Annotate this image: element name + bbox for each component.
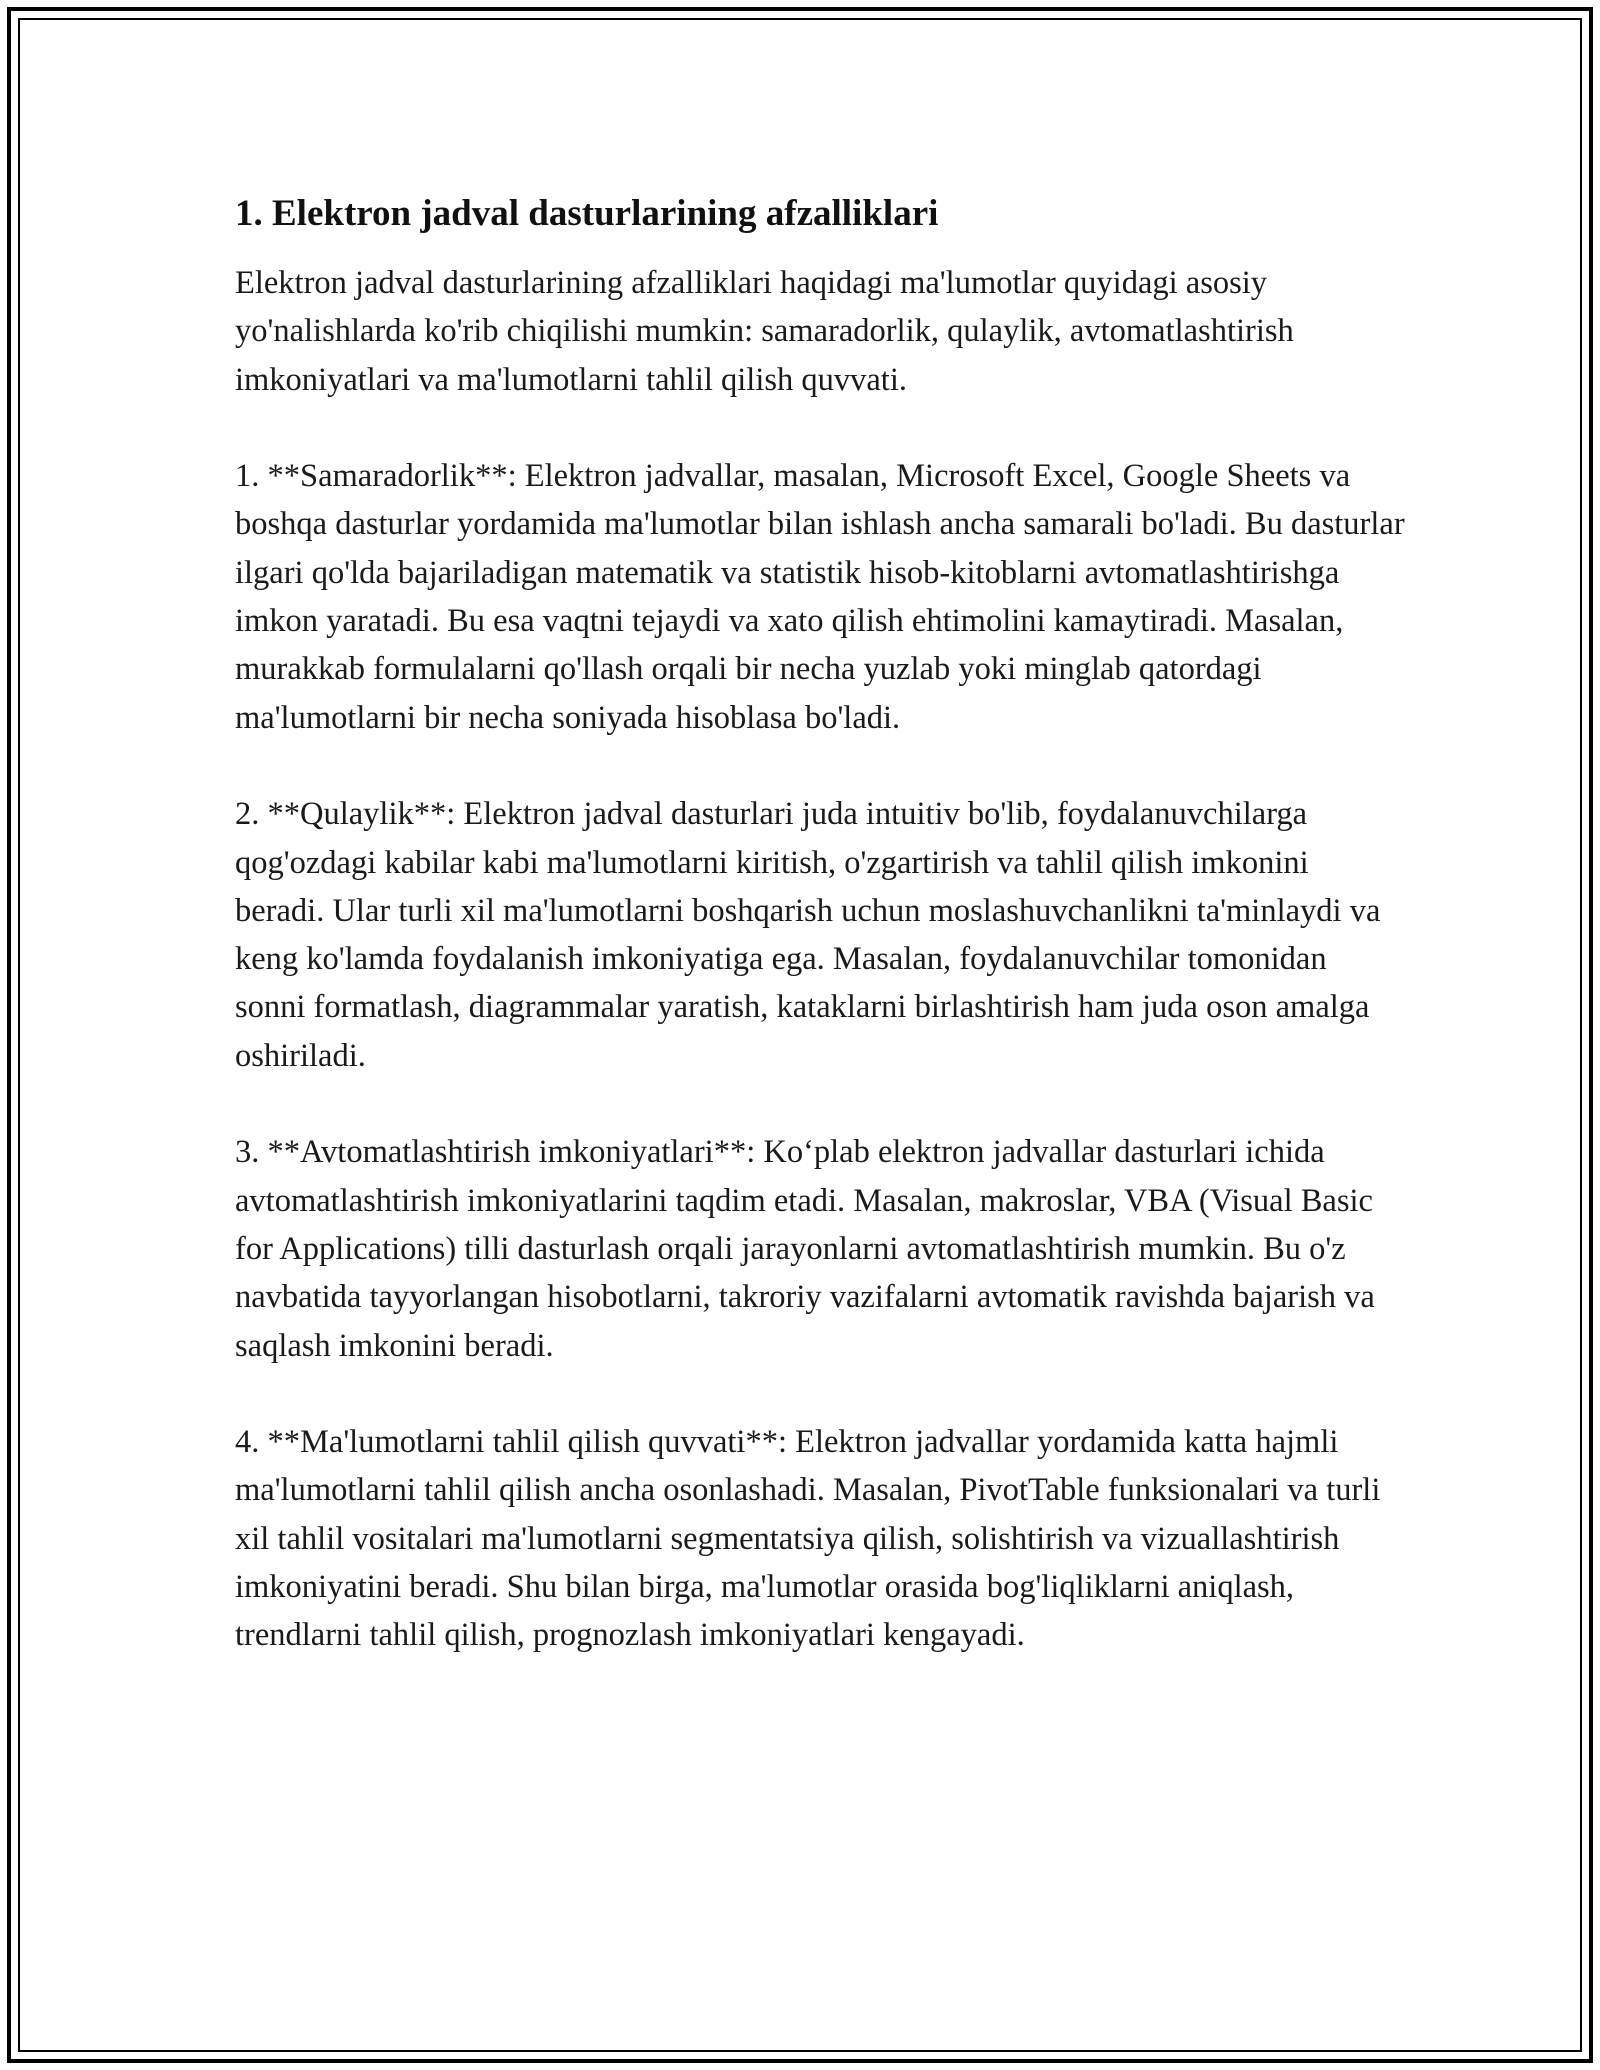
document-body: [235, 187, 1405, 1660]
paragraph-avtomatlashtirish: 3. **Avtomatlashtirish imkoniyatlari**: Ko‘plab elektron jadvallar dasturlari ichida avtomatlashtirish imkoniyatlarini taqdim etadi. Masalan, makroslar, VBA (Visual Basic for Applications) tilli dasturlash orqali jarayonlarni avtomatlashtirish mumkin. Bu o'z navbatida tayyorlangan hisobotlarni, takroriy vazifalarni avtomatik ravishda bajarish va saqlash imkonini beradi.: [235, 1134, 1375, 1364]
intro-paragraph: Elektron jadval dasturlarining afzalliklari haqidagi ma'lumotlar quyidagi asosiy yo'nalishlarda ko'rib chiqilishi mumkin: samaradorlik, qulaylik, avtomatlashtirish imkoniyatlari va ma'lumotlarni tahlil qilish quvvati.: [235, 265, 1294, 398]
document-title: 1. Elektron jadval dasturlarining afzalliklari: [235, 193, 939, 234]
paragraph-samaradorlik: 1. **Samaradorlik**: Elektron jadvallar, masalan, Microsoft Excel, Google Sheets va boshqa dasturlar yordamida ma'lumotlar bilan ishlash ancha samarali bo'ladi. Bu dasturlar ilgari qo'lda bajariladigan matematik va statistik hisob-kitoblarni avtomatlashtirishga imkon yaratadi. Bu esa vaqtni tejaydi va xato qilish ehtimolini kamaytiradi. Masalan, murakkab formulalarni qo'llash orqali bir necha yuzlab yoki minglab qatordagi ma'lumotlarni bir necha soniyada hisoblasa bo'ladi.: [235, 458, 1405, 736]
paragraph-tahlil-quvvati: 4. **Ma'lumotlarni tahlil qilish quvvati**: Elektron jadvallar yordamida katta hajmli ma'lumotlarni tahlil qilish ancha osonlashadi. Masalan, PivotTable funksionalari va turli xil tahlil vositalari ma'lumotlarni segmentatsiya qilish, solishtirish va vizuallashtirish imkoniyatini beradi. Shu bilan birga, ma'lumotlar orasida bog'liqliklarni aniqlash, trendlarni tahlil qilish, prognozlash imkoniyatlari kengayadi.: [235, 1424, 1381, 1654]
paragraph-qulaylik: 2. **Qulaylik**: Elektron jadval dasturlari juda intuitiv bo'lib, foydalanuvchilarga qog'ozdagi kabilar kabi ma'lumotlarni kiritish, o'zgartirish va tahlil qilish imkonini beradi. Ular turli xil ma'lumotlarni boshqarish uchun moslashuvchanlikni ta'minlaydi va keng ko'lamda foydalanish imkoniyatiga ega. Masalan, foydalanuvchilar tomonidan sonni formatlash, diagrammalar yaratish, kataklarni birlashtirish ham juda oson amalga oshiriladi.: [235, 796, 1381, 1074]
